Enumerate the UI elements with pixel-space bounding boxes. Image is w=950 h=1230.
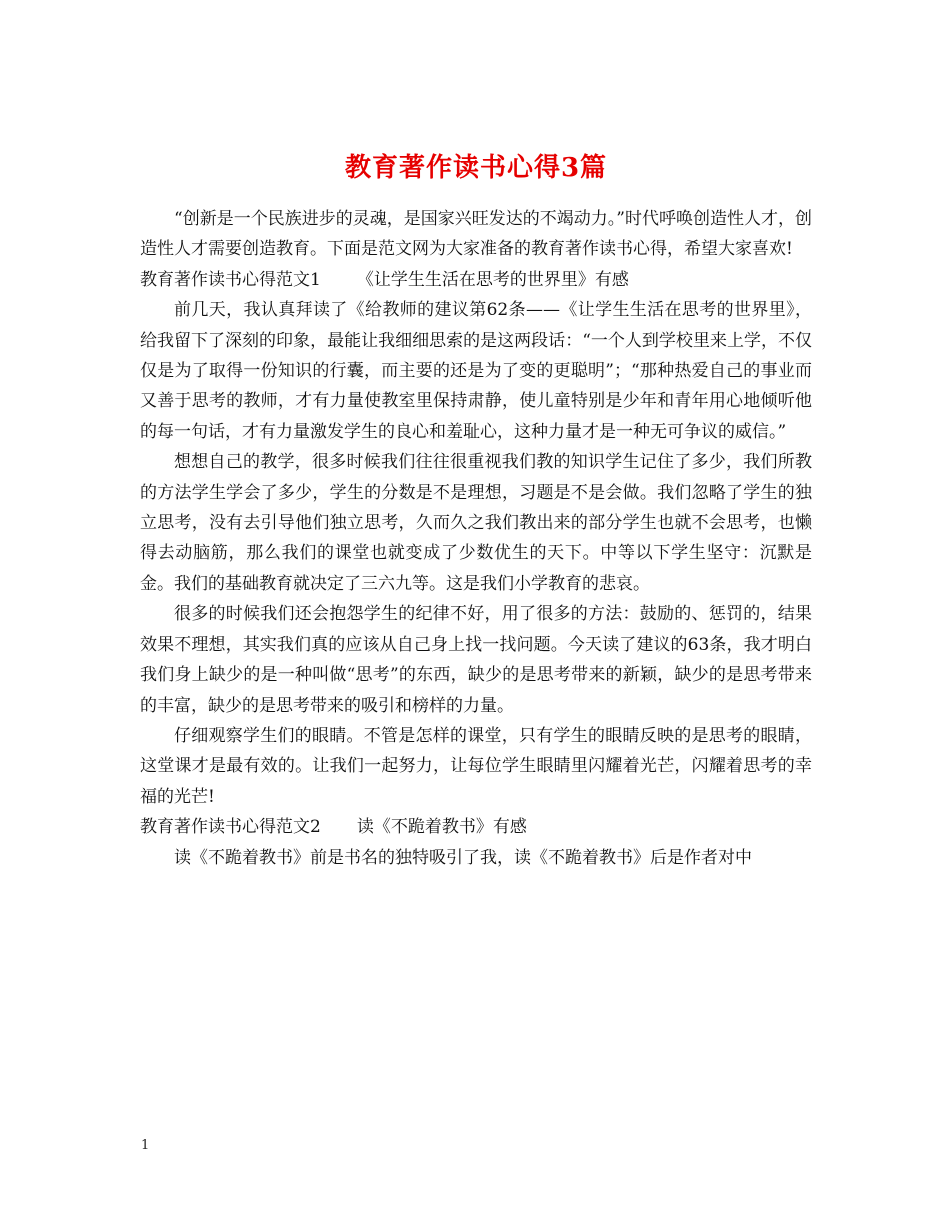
document-title: 教育著作读书心得3篇 — [344, 153, 608, 184]
section-1-paragraph-4: 仔细观察学生们的眼睛。不管是怎样的课堂，只有学生的眼睛反映的是思考的眼睛，这堂课才是最有效的。让我们一起努力，让每位学生眼睛里闪耀着光芒，闪耀着思考的幸福的光芒! — [140, 725, 812, 807]
section-1-paragraph-3: 很多的时候我们还会抱怨学生的纪律不好，用了很多的方法：鼓励的、惩罚的，结果效果不理想，其实我们真的应该从自己身上找一找问题。今天读了建议的63条，我才明白我们身上缺少的是一种叫做“思考”的东西，缺少的是思考带来的新颖，缺少的是思考带来的丰富，缺少的是思考带来的吸引和榜样的力量。 — [140, 604, 812, 716]
section-1-subtitle: 《让学生生活在思考的世界里》有感 — [356, 269, 629, 290]
section-2-label: 教育著作读书心得范文2 — [140, 817, 321, 838]
document-body — [140, 204, 812, 873]
section-2-subtitle: 读《不跪着教书》有感 — [356, 817, 527, 838]
section-1-label: 教育著作读书心得范文1 — [140, 269, 321, 290]
intro-paragraph: “创新是一个民族进步的灵魂，是国家兴旺发达的不竭动力。”时代呼唤创造性人才，创造性人才需要创造教育。下面是范文网为大家准备的教育著作读书心得，希望大家喜欢! — [140, 209, 812, 260]
section-1-paragraph-2: 想想自己的教学，很多时候我们往往很重视我们教的知识学生记住了多少，我们所教的方法学生学会了多少，学生的分数是不是理想，习题是不是会做。我们忽略了学生的独立思考，没有去引导他们独立思考，久而久之我们教出来的部分学生也就不会思考，也懒得去动脑筋，那么我们的课堂也就变成了少数优生的天下。中等以下学生坚守：沉默是金。我们的基础教育就决定了三六九等。这是我们小学教育的悲哀。 — [140, 452, 812, 594]
section-2-heading — [140, 812, 812, 842]
section-2-paragraph-1: 读《不跪着教书》前是书名的独特吸引了我，读《不跪着教书》后是作者对中 — [174, 847, 752, 868]
document-page — [140, 0, 812, 1230]
section-1-heading — [140, 265, 812, 295]
section-1-paragraph-1: 前几天，我认真拜读了《给教师的建议第62条——《让学生生活在思考的世界里》，给我留下了深刻的印象，最能让我细细思索的是这两段话：“一个人到学校里来上学，不仅仅是为了取得一份知识的行囊，而主要的还是为了变的更聪明”；“那种热爱自己的事业而又善于思考的教师，才有力量使教室里保持肃静，使儿童特别是少年和青年用心地倾听他的每一句话，才有力量激发学生的良心和羞耻心，这种力量才是一种无可争议的威信。” — [140, 300, 812, 442]
page-number: 1 — [141, 1138, 150, 1153]
